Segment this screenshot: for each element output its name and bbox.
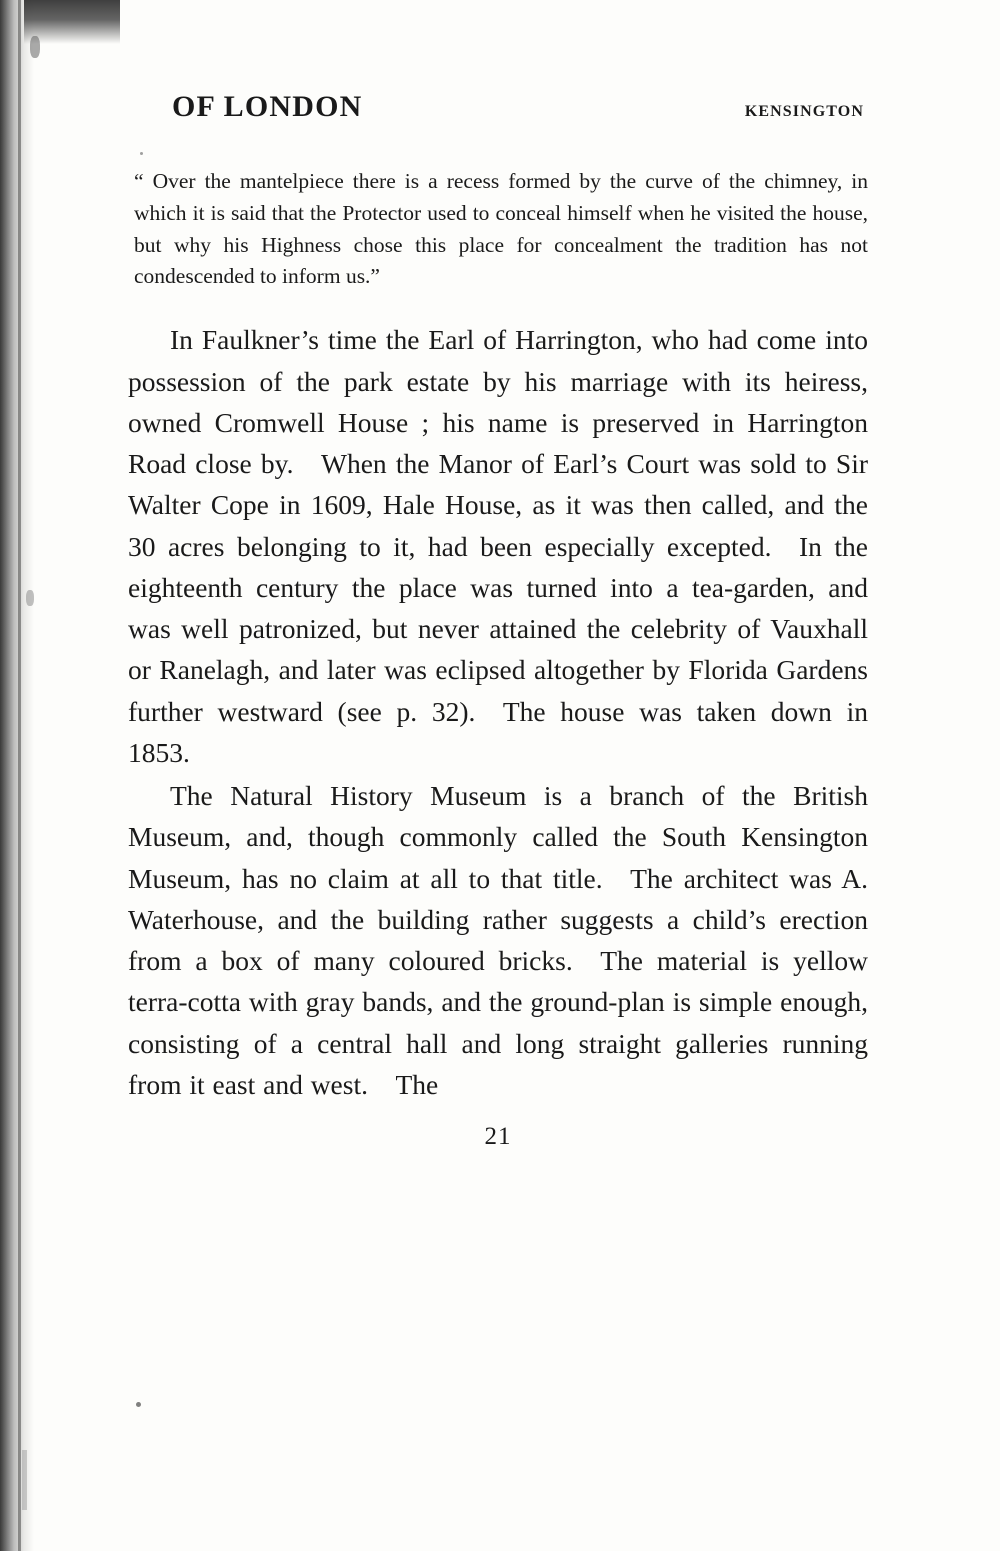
running-head-section: KENSINGTON xyxy=(744,103,864,120)
running-head xyxy=(128,90,868,124)
scan-fleck-middle xyxy=(26,590,34,606)
scan-speck-lower xyxy=(136,1402,141,1407)
body-paragraph: The Natural History Museum is a branch of the British Museum, and, though commonly called the South Kensington Museum, has no claim at all to that title. The architect was A. Waterhouse, and the building rather suggests a child’s erection from a box of many coloured bricks. The material is yellow terra-cotta with gray bands, and the ground-plan is simple enough, consisting of a central hall and long straight galleries running from it east and west. The xyxy=(128,780,868,1100)
page-gutter-shadow xyxy=(0,0,34,1551)
body-paragraph: In Faulkner’s time the Earl of Harrington, who had come into possession of the park estate by his marriage with its heiress, owned Cromwell House ; his name is preserved in Harrington Road close by. When the Manor of Earl’s Court was sold to Sir Walter Cope in 1609, Hale House, as it was then called, and the 30 acres belonging to it, had been especially excepted. In the eighteenth century the place was turned into a tea-garden, and was well patronized, but never attained the celebrity of Vauxhall or Ranelagh, and later was eclipsed altogether by Florida Gardens further westward (see p. 32). The house was taken down in 1853. xyxy=(128,324,868,768)
scan-fleck-lower xyxy=(22,1450,27,1510)
running-head-title: OF LONDON xyxy=(172,90,363,123)
block-quote: “ Over the mantelpiece there is a recess formed by the curve of the chimney, in which it is said that the Protector used to conceal himself when he visited the house, but why his Highness chose this place for concealment the tradition has not condescended to inform us.” xyxy=(134,169,868,289)
scan-fleck-upper xyxy=(30,36,40,58)
page-number: 21 xyxy=(484,1123,512,1150)
page-text-column xyxy=(128,90,868,1151)
page-gutter-line xyxy=(18,0,21,1551)
